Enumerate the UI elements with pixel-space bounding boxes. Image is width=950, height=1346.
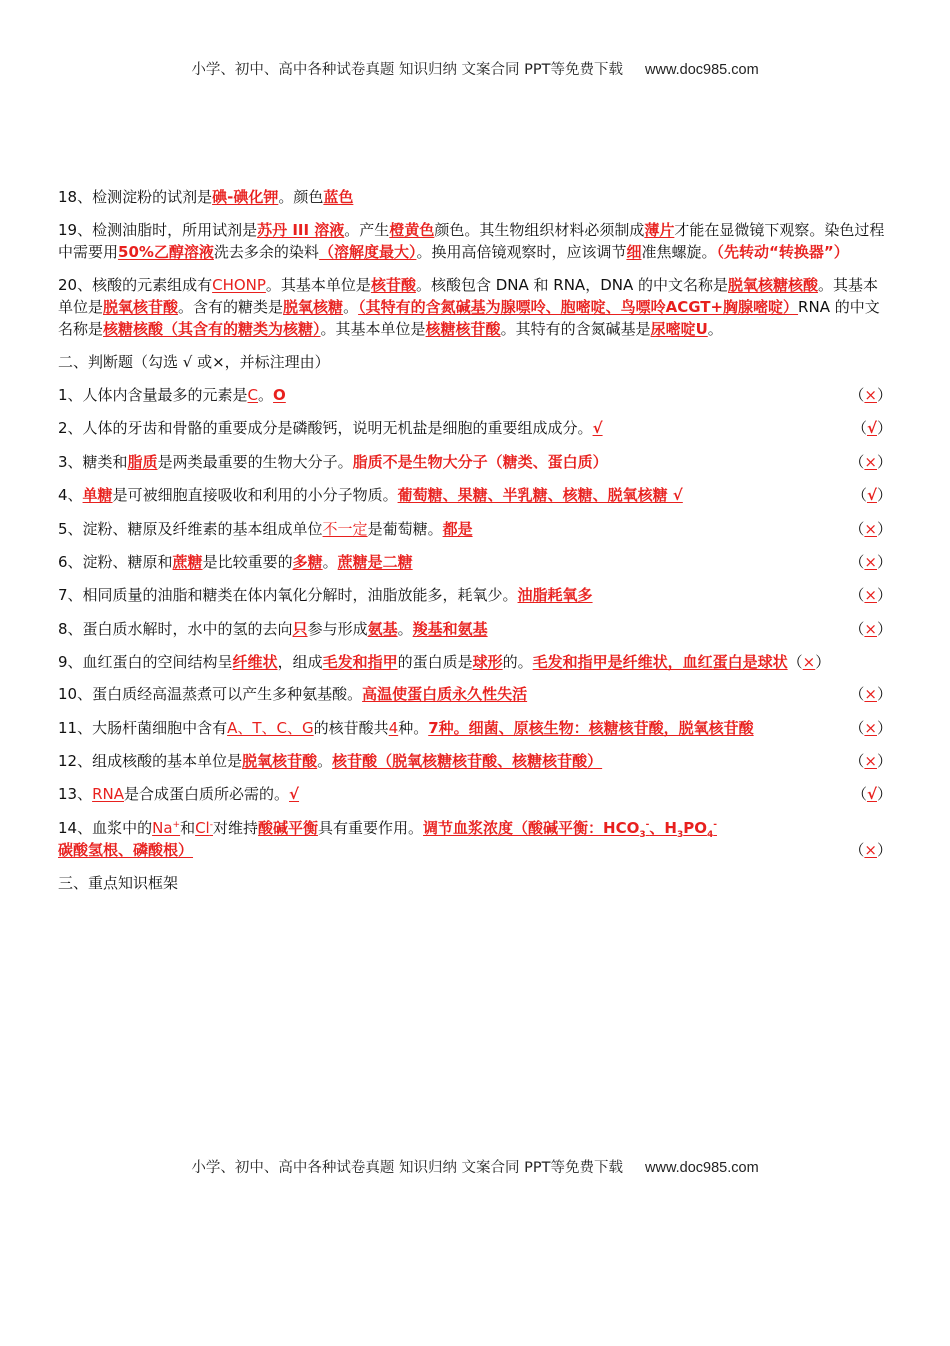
q20-answer-dna-name: 脱氧核糖核酸 [728,276,819,294]
q20-answer-uracil: 尿嘧啶U [650,320,708,338]
section-2-title: 二、判断题（勾选 √ 或×，并标注理由） [58,353,330,371]
tf-item-3 [58,451,892,473]
tf8-text: 8、蛋白质水解时，水中的氢的去向 [58,619,293,638]
tf6-verdict[interactable] [849,551,892,573]
paren-close: ） [876,552,892,571]
tf10-answer: 高温使蛋白质永久性失活 [362,685,528,704]
tf8-text-3: 。 [397,619,413,638]
tf8-verdict[interactable] [849,618,892,640]
q19-text-6: 。换用高倍镜观察时，应该调节 [416,243,627,261]
tf14-mark-chloride [195,819,213,837]
tf9-answer: 毛发和指甲是纤维状，血红蛋白是球状 [532,653,788,672]
tf10-verdict[interactable] [849,683,892,705]
answer-part-1: 调节血浆浓度（酸碱平衡：HCO [423,818,640,837]
q20-answer-sugar: 脱氧核糖 [283,298,344,316]
paren-open: （ [851,785,867,804]
tf2-answer: √ [592,419,603,438]
tf13-mark-rna: RNA [92,785,124,804]
paren-open: （ [851,486,867,505]
tf8-text-2: 参与形成 [307,619,368,638]
tf14-verdict[interactable] [849,839,892,861]
q19-answer-color: 橙黄色 [389,221,435,239]
tf-item-10 [58,683,892,705]
question-20 [58,274,892,340]
question-19 [58,219,892,263]
paren-open: （ [849,840,865,859]
question-18 [58,186,892,208]
q20-text-5: 。含有的糖类是 [178,298,284,316]
paren-close: ） [876,840,892,859]
tf7-verdict[interactable] [849,584,892,606]
tf8-answer: 羧基和氨基 [412,619,488,638]
paren-open: （ [851,419,867,438]
tf9-text-4: 的。 [502,653,533,672]
paren-open: （ [849,386,865,404]
tf6-mark-polysaccharide: 多糖 [292,552,323,571]
tf-item-5 [58,518,892,540]
tf-item-12 [58,750,892,772]
tf6-text-2: 是比较重要的 [202,552,293,571]
paren-close: ） [876,718,892,737]
verdict-mark: × [864,552,877,571]
footer-url[interactable]: www.doc985.com [645,1160,759,1176]
tf6-answer: 蔗糖是二糖 [337,552,413,571]
phosphate-charge: - [713,819,717,830]
q20-text-3: 。核酸包含 DNA 和 RNA，DNA 的中文名称是 [415,276,728,294]
tf3-text: 3、糖类和 [58,452,128,471]
q19-text-4: 才能在显微镜下观察。染色过程中需要用 [58,221,885,261]
tf9-mark-globular: 球形 [472,653,503,672]
q20-note-bases: （其特有的含氮碱基为腺嘌呤、胞嘧啶、鸟嘌呤ACGT+胸腺嘧啶） [358,298,799,316]
verdict-mark: √ [866,486,877,505]
q20-text-4: 。其基本单位是 [58,276,879,316]
tf11-answer: 7种。细菌、原核生物：核糖核苷酸，脱氧核苷酸 [428,718,754,737]
tf2-text: 2、人体的牙齿和骨骼的重要成分是磷酸钙，说明无机盐是细胞的重要组成成分。 [58,419,593,438]
answer-part-4: 碳酸氢根、磷酸根） [58,840,194,859]
q20-answer-unit: 核苷酸 [370,276,416,294]
paren-open: （ [849,619,865,638]
paren-open: （ [849,519,865,538]
q19-answer-ethanol: 50%乙醇溶液 [118,243,214,261]
tf11-text: 11、大肠杆菌细胞中含有 [58,718,228,737]
tf13-text: 13、 [58,785,93,804]
tf13-answer: √ [289,785,300,804]
paren-open: （ [787,653,803,672]
tf12-text: 12、组成核酸的基本单位是 [58,751,243,770]
tf4-text: 4、 [58,486,83,505]
tf3-answer: 脂质不是生物大分子（糖类、蛋白质） [352,452,608,471]
tf-item-11 [58,717,892,739]
tf4-answer: 葡萄糖、果糖、半乳糖、核糖、脱氧核糖 √ [397,486,683,505]
q18-text-2: 。颜色 [278,188,324,206]
answer-part-3: PO [683,818,707,837]
verdict-mark: × [802,653,816,672]
sodium-text: Na [152,818,173,837]
q20-text-2: 。其基本单位是 [265,276,371,294]
phosphate-h-subscript: 3 [676,829,684,840]
tf14-mark-sodium [152,819,180,837]
tf1-mark-c: C [247,386,259,404]
q20-answer-rna-unit: 核糖核苷酸 [425,320,501,338]
tf-item-9 [58,651,892,673]
tf6-text: 6、淀粉、糖原和 [58,552,173,571]
q20-text-8: 。其基本单位是 [320,320,426,338]
paren-close: ） [876,419,892,438]
tf9-mark-fibrous: 纤维状 [232,653,278,672]
paren-close: ） [815,653,831,672]
paren-close: ） [876,386,892,404]
tf-item-1 [58,384,892,406]
verdict-mark: √ [866,785,877,804]
paren-open: （ [849,718,865,737]
paren-close: ） [876,486,892,505]
answer-part-2: 、H [649,818,677,837]
tf7-answer: 油脂耗氧多 [517,586,593,605]
paren-close: ） [876,785,892,804]
tf-item-14 [58,817,892,861]
tf1-verdict[interactable] [849,384,892,406]
tf8-mark-amino: 氨基 [367,619,398,638]
document-body [58,186,892,905]
verdict-mark: × [864,685,877,704]
tf8-mark-only: 只 [292,619,308,638]
paren-close: ） [876,751,892,770]
q20-answer-elements: CHONP [212,276,266,294]
tf5-text-2: 是葡萄糖。 [367,519,443,538]
tf-item-8 [58,618,892,640]
header-url[interactable]: www.doc985.com [645,62,759,78]
q19-answer-reagent: 苏丹 III 溶液 [257,221,345,239]
tf6-mark-sucrose: 蔗糖 [172,552,203,571]
tf5-answer: 都是 [442,519,473,538]
bicarbonate-charge: - [645,819,650,830]
paren-open: （ [849,452,865,471]
tf7-text: 7、相同质量的油脂和糖类在体内氧化分解时，油脂放能多，耗氧少。 [58,586,518,605]
tf14-text-3: 对维持 [212,818,258,837]
tf11-text-3: 种。 [398,718,429,737]
q19-answer-fine: 细 [626,243,642,261]
tf14-text-2: 和 [180,818,196,837]
section-3-title: 三、重点知识框架 [58,874,179,893]
tf11-mark-bases: A、T、C、G [227,718,314,737]
q20-answer-dna-unit: 脱氧核苷酸 [103,298,179,316]
page-footer [0,1156,950,1177]
bicarbonate-subscript: 3 [639,829,646,840]
paren-close: ） [876,586,892,605]
tf13-verdict[interactable] [852,783,892,805]
tf-item-4 [58,484,892,506]
tf9-verdict[interactable] [788,653,831,671]
tf1-text: 1、人体内含量最多的元素是 [58,386,248,404]
tf3-verdict[interactable] [849,451,892,473]
tf12-mark-deoxy: 脱氧核苷酸 [242,751,318,770]
tf9-mark-hair-nails: 毛发和指甲 [322,653,398,672]
tf3-mark-lipid: 脂质 [127,452,158,471]
q20-text-6: 。 [343,298,359,316]
verdict-mark: × [864,840,877,859]
q19-note-solubility: （溶解度最大） [318,243,417,261]
verdict-mark: × [864,586,877,605]
footer-text: 小学、初中、高中各种试卷真题 知识归纳 文案合同 PPT等免费下载 [191,1160,624,1176]
q19-text-5: 洗去多余的染料 [213,243,319,261]
paren-close: ） [876,619,892,638]
page-header [0,58,950,79]
paren-close: ） [876,452,892,471]
tf1-text-2: 。 [258,386,274,404]
verdict-mark: × [864,519,877,538]
tf14-text-4: 具有重要作用。 [318,818,424,837]
chloride-charge: - [209,819,213,830]
tf10-text: 10、蛋白质经高温蒸煮可以产生多种氨基酸。 [58,685,363,704]
tf4-text-2: 是可被细胞直接吸收和利用的小分子物质。 [112,486,398,505]
tf4-verdict[interactable] [852,484,892,506]
sodium-charge: + [172,819,181,830]
tf6-text-3: 。 [322,552,338,571]
verdict-mark: × [864,452,877,471]
tf1-answer: O [273,386,286,404]
q19-text-2: 。产生 [344,221,390,239]
q20-answer-rna-name: 核糖核酸（其含有的糖类为核糖） [103,320,321,338]
tf14-text: 14、血浆中的 [58,818,153,837]
paren-open: （ [849,685,865,704]
tf12-verdict[interactable] [849,750,892,772]
tf-item-13 [58,783,892,805]
tf5-mark-not-always: 不一定 [322,519,368,538]
q20-text-10: 。 [707,320,723,338]
verdict-mark: × [864,386,877,404]
tf11-mark-count: 4 [388,718,399,737]
verdict-mark: √ [866,419,877,438]
q19-text-3: 颜色。其生物组织材料必须制成 [434,221,645,239]
q18-text: 18、检测淀粉的试剂是 [58,188,213,206]
q19-text: 19、检测油脂时，所用试剂是 [58,221,258,239]
tf11-verdict[interactable] [849,717,892,739]
q20-text: 20、核酸的元素组成有 [58,276,213,294]
tf3-text-2: 是两类最重要的生物大分子。 [157,452,353,471]
paren-open: （ [849,552,865,571]
tf13-text-2: 是合成蛋白质所必需的。 [124,785,290,804]
paren-close: ） [876,685,892,704]
tf5-verdict[interactable] [849,518,892,540]
q20-text-7: RNA 的中文名称是 [58,298,880,338]
tf9-text-2: ，组成 [277,653,323,672]
tf9-text-3: 的蛋白质是 [397,653,473,672]
paren-open: （ [849,751,865,770]
phosphate-o-subscript: 4 [706,829,714,840]
tf11-text-2: 的核苷酸共 [313,718,389,737]
verdict-mark: × [864,619,877,638]
q18-answer-color: 蓝色 [323,188,354,206]
paren-close: ） [876,519,892,538]
q19-text-7: 准焦螺旋。 [641,243,717,261]
tf9-text: 9、血红蛋白的空间结构呈 [58,653,233,672]
tf14-mark-acid-base: 酸碱平衡 [258,818,319,837]
tf5-text: 5、淀粉、糖原及纤维素的基本组成单位 [58,519,323,538]
tf-item-2 [58,417,892,439]
q18-answer-reagent: 碘-碘化钾 [212,188,279,206]
q20-text-9: 。其特有的含氮碱基是 [500,320,651,338]
tf-item-7 [58,584,892,606]
tf12-text-2: 。 [317,751,333,770]
tf-item-6 [58,551,892,573]
verdict-mark: × [864,751,877,770]
q19-answer-slice: 薄片 [644,221,675,239]
paren-open: （ [849,586,865,605]
chloride-text: Cl [195,818,210,837]
header-text: 小学、初中、高中各种试卷真题 知识归纳 文案合同 PPT等免费下载 [191,62,624,78]
verdict-mark: × [864,718,877,737]
q19-note-converter: （先转动“转换器”） [716,243,849,261]
tf2-verdict[interactable] [852,417,892,439]
tf4-mark-monosaccharide: 单糖 [82,486,113,505]
tf12-answer: 核苷酸（脱氧核糖核苷酸、核糖核苷酸） [332,751,603,770]
